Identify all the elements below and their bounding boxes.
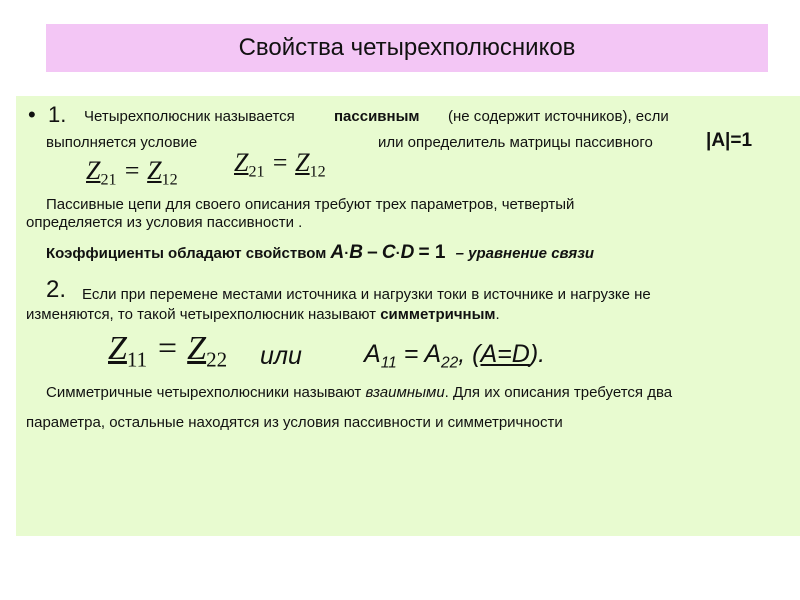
p2-line-1: Пассивные цепи для своего описания требуют трех параметров, четвертый	[46, 196, 575, 213]
slide-title: Свойства четырехполюсников	[238, 34, 576, 61]
p1-text-e: или определитель матрицы пассивного	[378, 134, 653, 151]
p1-determinant: |A|=1	[706, 130, 753, 151]
p4-line-2: изменяются, то такой четырехполюсник называют симметричным.	[26, 306, 500, 323]
equation-z21-z12-a: $Z_{21} = Z_{12}$	[86, 156, 178, 189]
p1-text-a: Четырехполюсник называется	[84, 108, 295, 125]
item-number-1: 1.	[48, 102, 67, 127]
item-number-2: 2.	[46, 276, 67, 303]
equation-a11-a22: $A_{11} = A_{22}$, (A=D).	[364, 340, 546, 372]
p5-line-1: Симметричные четырехполюсники называют взаимными. Для их описания требуется два	[46, 384, 673, 401]
p1-text-c: (не содержит источников), если	[448, 108, 669, 125]
bullet-icon: •	[28, 102, 36, 127]
p4-line-1: Если при перемене местами источника и нагрузки токи в источнике и нагрузке не	[82, 286, 651, 303]
p3-coupling-equation: Коэффициенты обладают свойством A·B – C·D = 1 – уравнение связи	[46, 242, 595, 263]
equation-or-word: или	[260, 342, 302, 370]
p2-line-2: определяется из условия пассивности .	[26, 214, 303, 231]
content-panel	[16, 96, 800, 536]
slide-title-bar	[46, 24, 768, 72]
equation-z21-z12-b: $Z_{21} = Z_{12}$	[234, 148, 326, 181]
p5-line-2: параметра, остальные находятся из условия пассивности и симметричности	[26, 414, 563, 431]
p1-text-d: выполняется условие	[46, 134, 198, 151]
equation-z11-z22: $Z_{11} = Z_{22}$	[108, 330, 228, 372]
p1-text-passive: пассивным	[334, 108, 420, 125]
